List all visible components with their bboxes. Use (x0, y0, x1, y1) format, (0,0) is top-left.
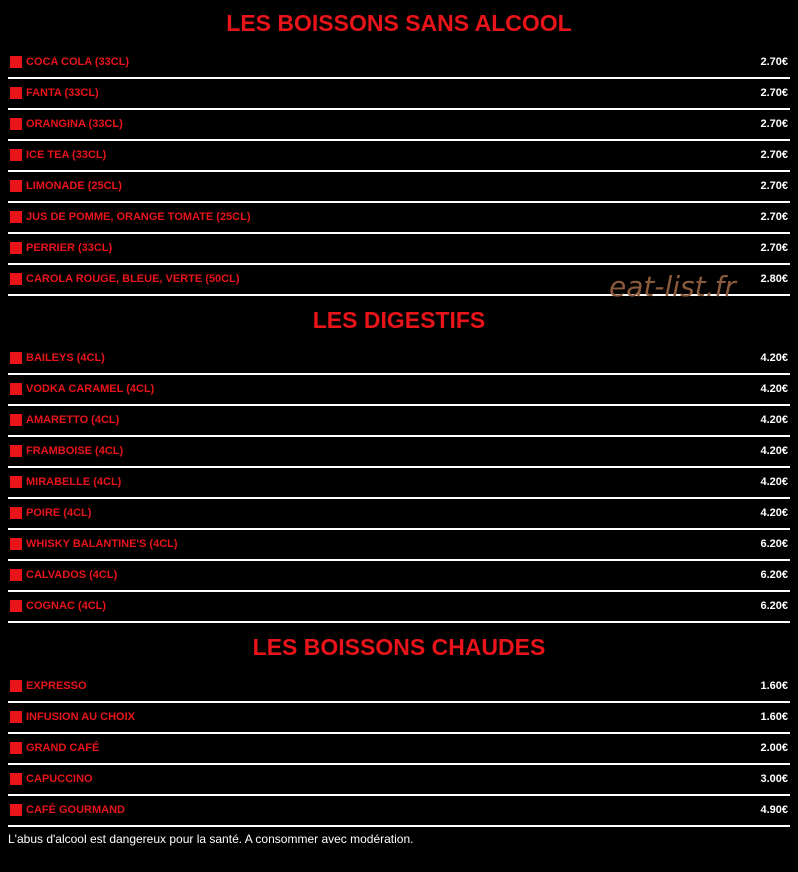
menu-item-row (8, 172, 790, 203)
menu-item-price: 1.60€ (760, 680, 788, 692)
menu-item-row (8, 530, 790, 561)
menu-item-name: COGNAC (4CL) (26, 600, 107, 612)
red-square-bullet-icon (10, 87, 22, 99)
red-square-bullet-icon (10, 211, 22, 223)
menu-item-name: WHISKY BALANTINE'S (4CL) (26, 538, 178, 550)
menu-list-digestifs (8, 344, 790, 623)
menu-item-row (8, 344, 790, 375)
menu-item-row (8, 703, 790, 734)
red-square-bullet-icon (10, 600, 22, 612)
red-square-bullet-icon (10, 742, 22, 754)
menu-item-row (8, 499, 790, 530)
menu-item-row (8, 468, 790, 499)
red-square-bullet-icon (10, 507, 22, 519)
red-square-bullet-icon (10, 352, 22, 364)
menu-item-row (8, 561, 790, 592)
menu-item-name: CALVADOS (4CL) (26, 569, 118, 581)
red-square-bullet-icon (10, 569, 22, 581)
menu-item-row (8, 765, 790, 796)
menu-item-name: MIRABELLE (4CL) (26, 476, 122, 488)
menu-item-name: INFUSION AU CHOIX (26, 711, 135, 723)
menu-item-row (8, 203, 790, 234)
menu-item-row (8, 48, 790, 79)
red-square-bullet-icon (10, 149, 22, 161)
menu-item-row (8, 110, 790, 141)
menu-item-name: COCA COLA (33CL) (26, 56, 130, 68)
menu-item-name: GRAND CAFÉ (26, 742, 100, 754)
menu-item-price: 2.00€ (760, 742, 788, 754)
red-square-bullet-icon (10, 804, 22, 816)
menu-item-row (8, 141, 790, 172)
menu-item-price: 2.70€ (760, 242, 788, 254)
menu-item-name: ORANGINA (33CL) (26, 118, 123, 130)
red-square-bullet-icon (10, 273, 22, 285)
section-title-digestifs: LES DIGESTIFS (312, 307, 486, 333)
section-title-boissons-chaudes: LES BOISSONS CHAUDES (252, 634, 546, 660)
red-square-bullet-icon (10, 773, 22, 785)
red-square-bullet-icon (10, 680, 22, 692)
menu-item-name: EXPRESSO (26, 680, 87, 692)
menu-list-boissons-chaudes (8, 672, 790, 827)
menu-item-name: CAPUCCINO (26, 773, 93, 785)
menu-item-name: JUS DE POMME, ORANGE TOMATE (25CL) (26, 211, 251, 223)
menu-item-row (8, 796, 790, 827)
menu-item-row (8, 672, 790, 703)
menu-item-name: FRAMBOISE (4CL) (26, 445, 124, 457)
menu-item-price: 4.20€ (760, 476, 788, 488)
menu-item-name: FANTA (33CL) (26, 87, 99, 99)
red-square-bullet-icon (10, 242, 22, 254)
menu-item-row (8, 406, 790, 437)
menu-item-row (8, 234, 790, 265)
red-square-bullet-icon (10, 476, 22, 488)
menu-item-price: 2.70€ (760, 56, 788, 68)
menu-item-price: 6.20€ (760, 569, 788, 581)
menu-item-price: 1.60€ (760, 711, 788, 723)
menu-item-price: 2.70€ (760, 118, 788, 130)
menu-item-name: CAFÉ GOURMAND (26, 804, 125, 816)
menu-item-row (8, 734, 790, 765)
menu-list-sans-alcool (8, 48, 790, 296)
section-title-sans-alcool: LES BOISSONS SANS ALCOOL (226, 10, 572, 36)
menu-item-price: 3.00€ (760, 773, 788, 785)
red-square-bullet-icon (10, 383, 22, 395)
menu-item-name: AMARETTO (4CL) (26, 414, 120, 426)
red-square-bullet-icon (10, 445, 22, 457)
red-square-bullet-icon (10, 180, 22, 192)
menu-item-name: BAILEYS (4CL) (26, 352, 105, 364)
menu-item-price: 4.20€ (760, 507, 788, 519)
menu-item-price: 6.20€ (760, 538, 788, 550)
menu-item-name: POIRE (4CL) (26, 507, 92, 519)
menu-item-price: 4.90€ (760, 804, 788, 816)
watermark-logo: eat-list.fr (609, 270, 736, 303)
menu-item-price: 2.70€ (760, 211, 788, 223)
menu-item-row (8, 592, 790, 623)
menu-item-row (8, 375, 790, 406)
menu-item-price: 4.20€ (760, 352, 788, 364)
red-square-bullet-icon (10, 711, 22, 723)
red-square-bullet-icon (10, 118, 22, 130)
menu-item-price: 2.70€ (760, 180, 788, 192)
red-square-bullet-icon (10, 56, 22, 68)
menu-item-name: PERRIER (33CL) (26, 242, 113, 254)
red-square-bullet-icon (10, 538, 22, 550)
alcohol-warning-footnote: L'abus d'alcool est dangereux pour la santé. A consommer avec modération. (8, 832, 414, 846)
menu-item-name: LIMONADE (25CL) (26, 180, 122, 192)
menu-item-name: ICE TEA (33CL) (26, 149, 107, 161)
red-square-bullet-icon (10, 414, 22, 426)
menu-item-price: 4.20€ (760, 445, 788, 457)
menu-item-price: 4.20€ (760, 383, 788, 395)
menu-item-price: 2.80€ (760, 273, 788, 285)
menu-item-price: 6.20€ (760, 600, 788, 612)
menu-item-price: 2.70€ (760, 149, 788, 161)
menu-item-row (8, 437, 790, 468)
menu-item-price: 4.20€ (760, 414, 788, 426)
menu-item-row (8, 79, 790, 110)
menu-item-price: 2.70€ (760, 87, 788, 99)
menu-item-name: VODKA CARAMEL (4CL) (26, 383, 155, 395)
menu-item-name: CAROLA ROUGE, BLEUE, VERTE (50CL) (26, 273, 240, 285)
